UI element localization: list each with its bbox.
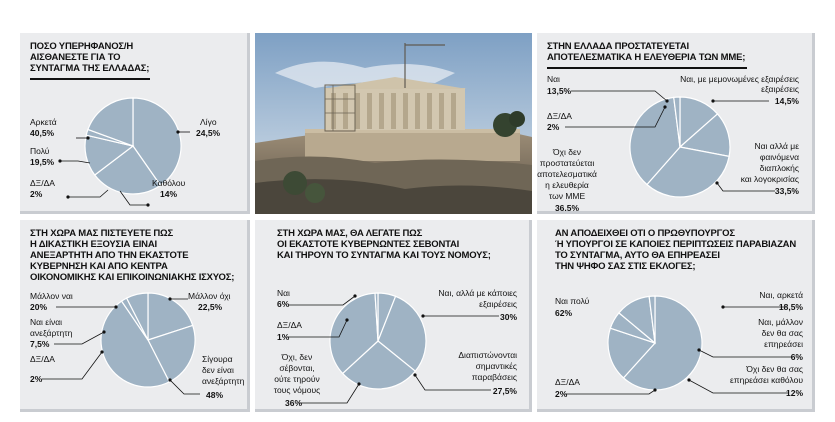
slice-value: 12% <box>785 388 803 398</box>
slice-label: Ναι, μάλλον <box>758 317 803 327</box>
leader-dot <box>421 314 424 317</box>
leader-line <box>68 190 108 197</box>
leader-dot <box>665 99 668 102</box>
title-line: ΣΤΗΝ ΕΛΛΑΔΑ ΠΡΟΣΤΑΤΕΥΕΤΑΙ <box>547 41 689 52</box>
title-line: Η ΔΙΚΑΣΤΙΚΗ ΕΞΟΥΣΙΑ ΕΙΝΑΙ <box>30 239 157 250</box>
pie-slices <box>330 293 426 389</box>
slice-value: 27,5% <box>492 386 517 396</box>
leader-dot <box>353 294 356 297</box>
leader-dot <box>345 318 348 321</box>
slice-value: 2% <box>547 122 560 132</box>
title-line: ΠΟΣΟ ΥΠΕΡΗΦΑΝΟΣ/Η <box>30 41 133 52</box>
title-line: ΣΤΗ ΧΩΡΑ ΜΑΣ ΠΙΣΤΕΥΕΤΕ ΠΩΣ <box>30 228 173 239</box>
pie-chart <box>20 33 250 214</box>
slice-label: Ναι, αλλά με κάποιες <box>438 288 517 298</box>
slice-value: 14,5% <box>774 96 799 106</box>
slice-value: 18,5% <box>778 302 803 312</box>
leader-dot <box>168 297 171 300</box>
slice-label-cont: διαπλοκής <box>759 163 799 173</box>
pie-chart <box>537 33 815 214</box>
slice-label: Ναι αλλά με <box>754 141 799 151</box>
slice-value: 13,5% <box>547 86 572 96</box>
slice-value: 36% <box>285 398 303 408</box>
slice-label: Ναι <box>547 74 560 84</box>
leader-dot <box>58 159 61 162</box>
pie-chart <box>20 220 250 412</box>
title-line: ΣΥΝΤΑΓΜΑ ΤΗΣ ΕΛΛΑΔΑΣ; <box>30 63 150 74</box>
slice-value: 2% <box>30 374 43 384</box>
slice-value: 40,5% <box>30 128 55 138</box>
slice-label-cont: εξαιρέσεις <box>479 299 517 309</box>
slice-label-cont: αποτελεσματικά <box>537 169 597 179</box>
slice-value: 62% <box>555 308 573 318</box>
leader-dot <box>146 203 149 206</box>
title-line: ΑΝ ΑΠΟΔΕΙΧΘΕΙ ΟΤΙ Ο ΠΡΩΘΥΠΟΥΡΓΟΣ <box>555 228 735 239</box>
slice-value: 6% <box>790 352 803 362</box>
leader-dot <box>711 99 714 102</box>
chart-panel-pride <box>20 33 250 214</box>
title-line: ΑΝΕΞΑΡΤΗΤΗ ΑΠΟ ΤΗΝ ΕΚΑΣΤΟΤΕ <box>30 250 189 261</box>
slice-label-cont: ανεξάρτητη <box>202 376 245 386</box>
title-line: ΣΤΗ ΧΩΡΑ ΜΑΣ, ΘΑ ΛΕΓΑΤΕ ΠΩΣ <box>277 228 423 239</box>
slice-label-cont: και λογοκρισίας <box>740 174 799 184</box>
leader-dot <box>721 305 724 308</box>
slice-label-cont: ούτε τηρούν <box>274 374 320 384</box>
slice-label: Όχι, δεν <box>281 352 313 362</box>
acropolis-photo <box>255 33 532 214</box>
leader-dot <box>663 105 666 108</box>
slice-label: ΔΞ/ΔΑ <box>277 320 302 330</box>
slice-label-cont: ανεξάρτητη <box>30 328 73 338</box>
chart-panel-judiciary <box>20 220 250 412</box>
title-line: ΚΑΙ ΤΗΡΟΥΝ ΤΟ ΣΥΝΤΑΓΜΑ ΚΑΙ ΤΟΥΣ ΝΟΜΟΥΣ; <box>277 250 491 261</box>
slice-label-cont: σημαντικές <box>475 361 517 371</box>
title-line: ΟΙΚΟΝΟΜΙΚΗΣ ΚΑΙ ΕΠΙΚΟΙΝΩΝΙΑΚΗΣ ΙΣΧΥΟΣ; <box>30 272 235 283</box>
slice-label-cont: εξαιρέσεις <box>761 84 799 94</box>
leader-dot <box>102 330 105 333</box>
pie-chart <box>255 220 532 412</box>
title-line: ΟΙ ΕΚΑΣΤΟΤΕ ΚΥΒΕΡΝΩΝΤΕΣ ΣΕΒΟΝΤΑΙ <box>277 239 460 250</box>
slice-label: Ναι είναι <box>30 317 63 327</box>
title-line: Ή ΥΠΟΥΡΓΟΙ ΣΕ ΚΑΠΟΙΕΣ ΠΕΡΙΠΤΩΣΕΙΣ ΠΑΡΑΒΙΑΖΑΝ <box>555 239 797 250</box>
slice-label: ΔΞ/ΔΑ <box>30 178 55 188</box>
slice-value: 7,5% <box>30 339 50 349</box>
slice-value: 30% <box>499 312 517 322</box>
leader-line <box>565 390 655 394</box>
slice-label: Ναι, αρκετά <box>759 290 803 300</box>
title-line: ΑΙΣΘΑΝΕΣΤΕ ΓΙΑ ΤΟ <box>30 52 121 63</box>
chart-panel-media-freedom <box>537 33 815 214</box>
leader-dot <box>413 373 416 376</box>
slice-value: 24,5% <box>196 128 221 138</box>
chart-panel-government <box>255 220 532 412</box>
leader-dot <box>715 181 718 184</box>
slice-value: 20% <box>30 302 48 312</box>
title-line: ΤΗΝ ΨΗΦΟ ΣΑΣ ΣΤΙΣ ΕΚΛΟΓΕΣ; <box>555 261 696 272</box>
pie-slices <box>630 97 730 197</box>
pie-chart <box>537 220 815 412</box>
slice-value: 1% <box>277 332 290 342</box>
leader-line <box>699 350 793 357</box>
slice-label-cont: σέβονται, <box>279 363 315 373</box>
slice-label: Ναι πολύ <box>555 296 590 306</box>
slice-value: 36,5% <box>554 203 580 213</box>
slice-value: 48% <box>206 390 224 400</box>
slice-label-cont: η ελευθερία <box>545 180 589 190</box>
leader-line <box>170 380 200 394</box>
slice-label-cont: παραβάσεις <box>471 372 517 382</box>
leader-line <box>60 161 90 163</box>
slice-label: Ναι, με μεμονωμένες εξαιρέσεις <box>680 74 799 84</box>
leader-dot <box>114 305 117 308</box>
slice-label: Ναι <box>277 288 290 298</box>
slice-value: 2% <box>30 189 43 199</box>
slice-label-cont: επηρεάσει <box>764 339 803 349</box>
slice-label-cont: δεν θα σας <box>761 328 803 338</box>
leader-dot <box>687 378 690 381</box>
slice-value: 6% <box>277 299 290 309</box>
slice-label: Καθόλου <box>152 178 186 188</box>
slice-label: Σίγουρα <box>202 354 233 364</box>
slice-label: ΔΞ/ΔΑ <box>547 111 572 121</box>
slice-label: Λίγο <box>200 117 217 127</box>
slice-label: Πολύ <box>30 146 50 156</box>
leader-line <box>571 91 667 101</box>
leader-dot <box>86 136 89 139</box>
leader-dot <box>66 195 69 198</box>
slice-label-cont: προστατεύεται <box>539 158 595 168</box>
leader-dot <box>653 388 656 391</box>
slice-label: Όχι δεν θα σας <box>746 364 803 374</box>
leader-dot <box>176 130 179 133</box>
slice-value: 19,5% <box>30 157 55 167</box>
slice-label-cont: τους νόμους <box>273 385 321 395</box>
slice-value: 33,5% <box>774 186 799 196</box>
title-line: ΑΠΟΤΕΛΕΣΜΑΤΙΚΑ Η ΕΛΕΥΘΕΡΙΑ ΤΩΝ ΜΜΕ; <box>547 52 746 63</box>
slice-label: Μάλλον όχι <box>188 291 231 301</box>
slice-value: 2% <box>555 389 568 399</box>
slice-label: ΔΞ/ΔΑ <box>30 354 55 364</box>
slice-value: 14% <box>160 189 178 199</box>
title-line: ΚΥΒΕΡΝΗΣΗ ΚΑΙ ΑΠΟ ΚΕΝΤΡΑ <box>30 261 168 272</box>
slice-label-cont: των ΜΜΕ <box>548 191 586 201</box>
slice-label-cont: δεν είναι <box>202 365 234 375</box>
leader-dot <box>168 378 171 381</box>
pie-slices <box>608 296 702 390</box>
slice-label: Μάλλον ναι <box>30 291 73 301</box>
leader-dot <box>357 382 360 385</box>
slice-label: Διαπιστώνονται <box>458 350 517 360</box>
title-line: ΤΟ ΣΥΝΤΑΓΜΑ, ΑΥΤΟ ΘΑ ΕΠΗΡΕΑΣΕΙ <box>555 250 720 261</box>
leader-dot <box>100 350 103 353</box>
leader-dot <box>697 348 700 351</box>
slice-label-cont: επηρεάσει καθόλου <box>729 375 803 385</box>
slice-value: 22,5% <box>198 302 223 312</box>
leader-line <box>717 183 775 191</box>
acropolis-illustration <box>255 33 532 214</box>
slice-label: ΔΞ/ΔΑ <box>555 377 580 387</box>
slice-label: Όχι δεν <box>552 147 582 157</box>
slice-label-cont: φαινόμενα <box>759 152 799 162</box>
chart-panel-vote <box>537 220 815 412</box>
leader-line <box>289 296 355 305</box>
slice-label: Αρκετά <box>30 117 57 127</box>
